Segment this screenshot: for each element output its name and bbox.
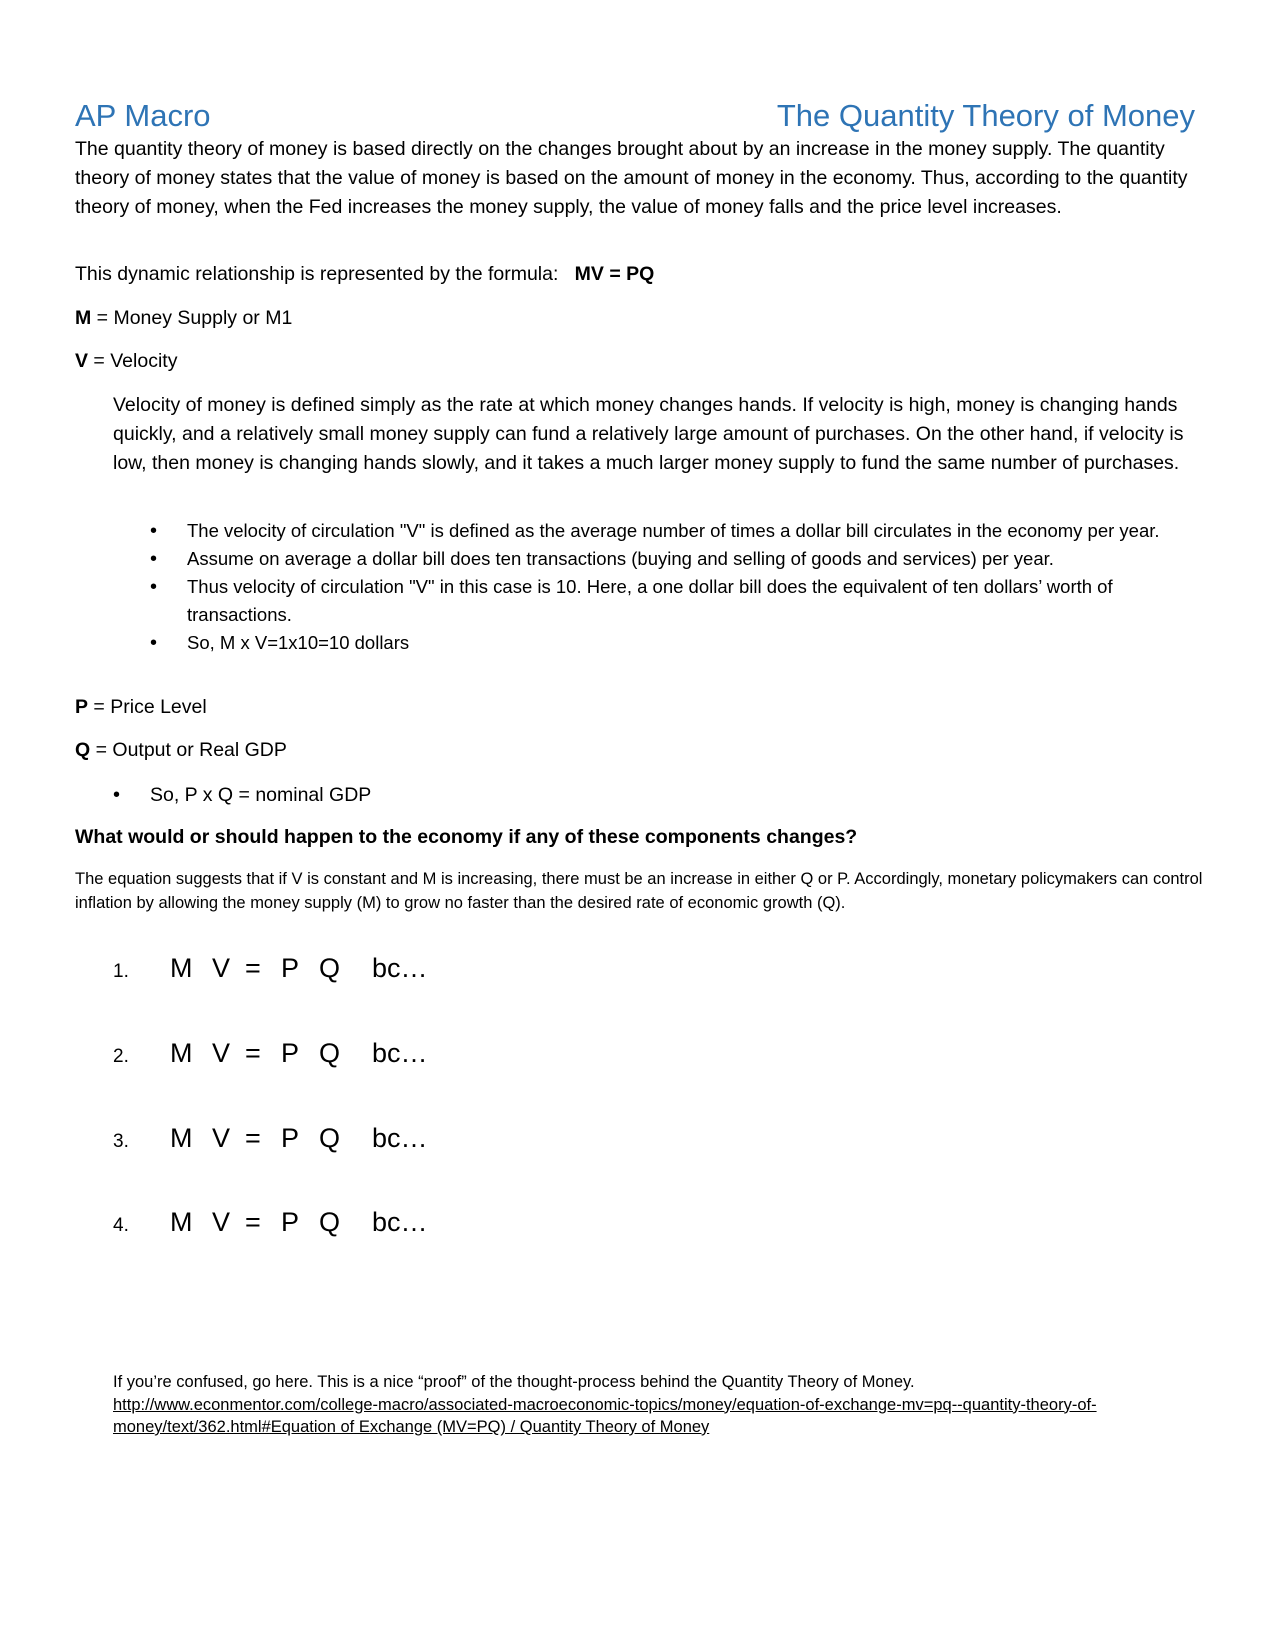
term-q: Q <box>319 1207 341 1237</box>
term-m: M <box>170 953 193 983</box>
equals-sign: = <box>245 1123 261 1153</box>
document-title: The Quantity Theory of Money <box>776 98 1195 133</box>
term-m: M <box>170 1038 193 1068</box>
list-item: • The velocity of circulation "V" is defined as the average number of times a dollar bill circulates in the economy per year. <box>150 517 1210 545</box>
because-text: bc… <box>372 953 428 983</box>
reference-link[interactable]: http://www.econmentor.com/college-macro/associated-macroeconomic-topics/money/equation-of-exchange-mv=pq--quantity-theory-of-money/text/362.html#Equation of Exchange (MV=PQ) / Quantity Theory of Money <box>113 1395 1097 1436</box>
velocity-paragraph: Velocity of money is defined simply as the rate at which money changes hands. If velocity is high, money is changing hands quickly, and a relatively small money supply can fund a relatively large amount of purchases. On the other hand, if velocity is low, then money is changing hands slowly, and it takes a much larger money supply to fund the same number of purchases. <box>113 394 1184 474</box>
equals-sign: = <box>245 1207 261 1237</box>
intro-paragraph: The quantity theory of money is based directly on the changes brought about by an increase in the money supply. The quantity theory of money states that the value of money is based on the amount of money in the economy. Thus, according to the quantity theory of money, when the Fed increases the money supply, the value of money falls and the price level increases. <box>75 138 1188 218</box>
equals-sign: = <box>245 953 261 983</box>
definition-var: M <box>75 307 92 329</box>
formula-text: This dynamic relationship is represented by the formula: <box>75 263 559 285</box>
definition-v <box>75 347 1205 376</box>
term-v: V <box>212 1207 231 1237</box>
formula: MV = PQ <box>574 263 655 285</box>
definition-p <box>75 693 1205 722</box>
term-q: Q <box>319 1123 341 1153</box>
definition-m <box>75 304 1205 333</box>
equation-note: The equation suggests that if V is constant and M is increasing, there must be an increase in either Q or P. Accordingly, monetary policymakers can control inflation by allowing the money supply (M) to grow no faster than the desired rate of economic growth (Q). <box>75 870 1203 912</box>
term-p: P <box>281 953 300 983</box>
definition-var: Q <box>75 739 91 761</box>
question-heading: What would or should happen to the economy if any of these components changes? <box>75 826 858 848</box>
list-item: • Assume on average a dollar bill does ten transactions (buying and selling of goods and services) per year. <box>150 545 1210 573</box>
term-p: P <box>281 1207 300 1237</box>
term-q: Q <box>319 953 341 983</box>
term-v: V <box>212 1038 231 1068</box>
definition-q <box>75 736 1205 765</box>
row-number: 2. <box>113 1046 129 1067</box>
equals-sign: = <box>245 1038 261 1068</box>
list-item: • Thus velocity of circulation "V" in this case is 10. Here, a one dollar bill does the equivalent of ten dollars’ worth of transactions. <box>150 573 1210 629</box>
equation-row <box>113 1207 428 1247</box>
term-q: Q <box>319 1038 341 1068</box>
list-item: • So, M x V=1x10=10 dollars <box>150 629 1210 657</box>
term-v: V <box>212 953 231 983</box>
definition-text: = Output or Real GDP <box>90 739 287 761</box>
definition-var: V <box>75 350 89 372</box>
equation-row <box>113 1038 428 1078</box>
row-number: 3. <box>113 1131 129 1152</box>
course-title: AP Macro <box>75 98 211 133</box>
footer-text: If you’re confused, go here. This is a nice “proof” of the thought-process behind the Quantity Theory of Money. <box>113 1373 915 1391</box>
definition-var: P <box>75 696 89 718</box>
list-item: • So, P x Q = nominal GDP <box>113 781 1113 809</box>
velocity-bullet-list <box>150 517 1210 657</box>
term-p: P <box>281 1038 300 1068</box>
row-number: 4. <box>113 1215 129 1236</box>
term-v: V <box>212 1123 231 1153</box>
definition-text: = Price Level <box>88 696 207 718</box>
because-text: bc… <box>372 1207 428 1237</box>
pq-bullet-list <box>113 781 1113 809</box>
equation-row <box>113 1123 428 1163</box>
row-number: 1. <box>113 961 129 982</box>
definition-text: = Velocity <box>88 350 178 372</box>
page-header <box>75 98 1195 138</box>
because-text: bc… <box>372 1038 428 1068</box>
term-m: M <box>170 1123 193 1153</box>
because-text: bc… <box>372 1123 428 1153</box>
term-m: M <box>170 1207 193 1237</box>
equation-row <box>113 953 428 993</box>
term-p: P <box>281 1123 300 1153</box>
definition-text: = Money Supply or M1 <box>91 307 293 329</box>
formula-line <box>75 260 1205 289</box>
footer-note <box>113 1371 1193 1439</box>
